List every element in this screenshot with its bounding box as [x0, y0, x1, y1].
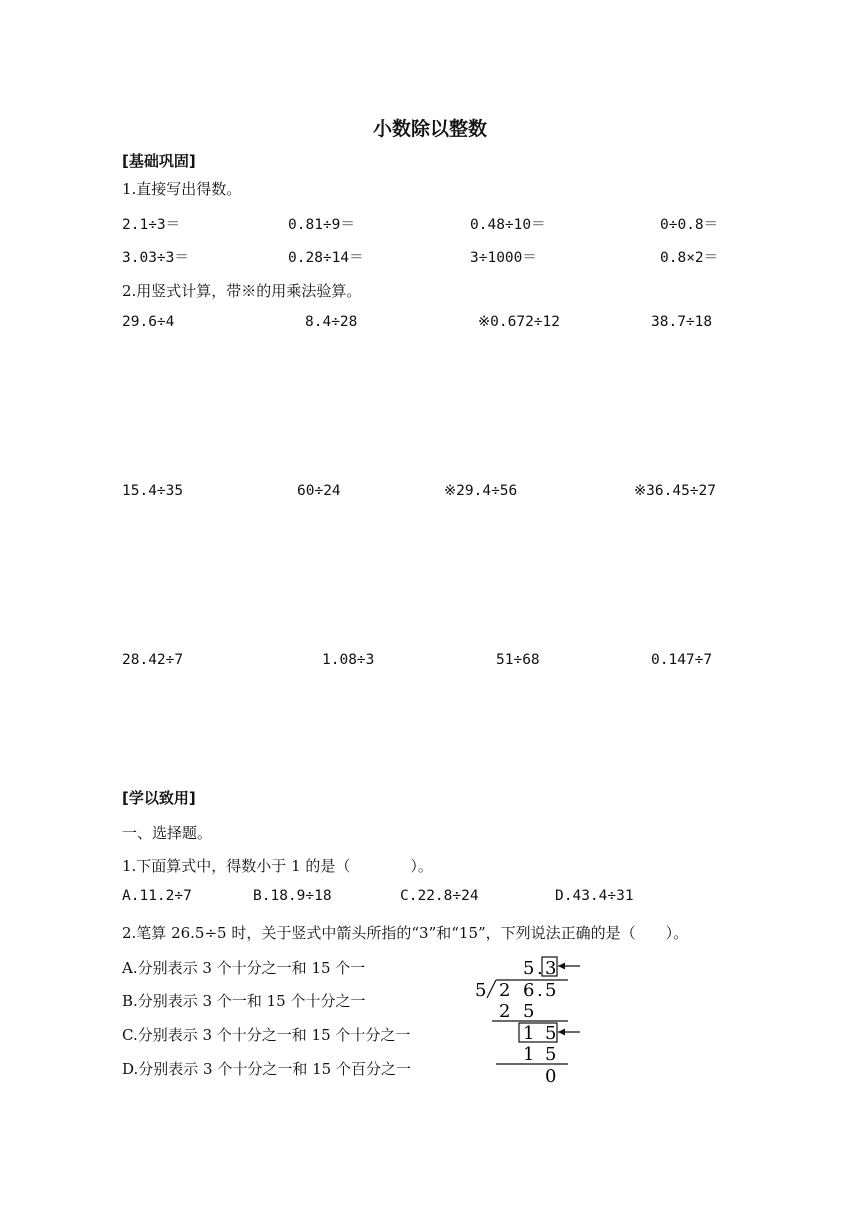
- q2-item: 28.42÷7: [122, 652, 184, 668]
- section-heading-basic: [基础巩固]: [122, 152, 196, 170]
- q2-item: ※36.45÷27: [634, 483, 716, 499]
- q2-item: 1.08÷3: [322, 652, 375, 668]
- mc2-option: A.分别表示 3 个十分之一和 15 个一: [122, 959, 366, 977]
- q2-item: 8.4÷28: [305, 314, 358, 330]
- q1-item: 3÷1000＝: [470, 250, 537, 266]
- q1-item: 3.03÷3＝: [122, 250, 189, 266]
- mc2-option: C.分别表示 3 个十分之一和 15 个十分之一: [122, 1026, 411, 1044]
- step-digit: 2: [499, 1001, 511, 1022]
- mc1-option: A.11.2÷7: [122, 888, 192, 904]
- q1-item: 0÷0.8＝: [660, 217, 719, 233]
- arrow-icon: [558, 963, 565, 970]
- quotient-digit-highlighted: 3: [545, 958, 557, 979]
- step-digit: 5: [545, 1044, 557, 1065]
- q1-item: 0.8×2＝: [660, 250, 719, 266]
- dividend-digit: 5: [545, 980, 557, 1001]
- mc2-option: D.分别表示 3 个十分之一和 15 个百分之一: [122, 1060, 411, 1078]
- quotient-digit: 5: [523, 958, 535, 979]
- q2-item: 60÷24: [297, 483, 341, 499]
- q2-item: 15.4÷35: [122, 483, 184, 499]
- page-title: 小数除以整数: [372, 118, 487, 140]
- step-digit: 5: [523, 1001, 535, 1022]
- q1-item: 0.81÷9＝: [288, 217, 355, 233]
- remainder-digit: 5: [545, 1023, 557, 1044]
- q1-item: 0.28÷14＝: [288, 250, 364, 266]
- mc1-question: 1.下面算式中，得数小于 1 的是（ ）。: [122, 857, 433, 875]
- quotient-point: .: [537, 958, 543, 979]
- q1-prompt: 1.直接写出得数。: [122, 180, 242, 198]
- q2-item: 0.147÷7: [651, 652, 713, 668]
- mc1-option: B.18.9÷18: [253, 888, 332, 904]
- mc1-option: C.22.8÷24: [400, 888, 479, 904]
- mc1-option: D.43.4÷31: [555, 888, 634, 904]
- q2-item: 51÷68: [496, 652, 540, 668]
- step-digit: 1: [523, 1044, 535, 1065]
- dividend-point: .: [537, 980, 543, 1001]
- division-bracket: [487, 980, 496, 998]
- mc2-question: 2.笔算 26.5÷5 时，关于竖式中箭头所指的“3”和“15”，下列说法正确的是（ ）。: [122, 924, 689, 942]
- part-label: 一、选择题。: [122, 824, 213, 842]
- q2-item: ※29.4÷56: [444, 483, 518, 499]
- q2-prompt: 2.用竖式计算，带※的用乘法验算。: [122, 282, 362, 300]
- final-remainder: 0: [545, 1066, 557, 1087]
- q2-item: ※0.672÷12: [478, 314, 560, 330]
- q2-item: 29.6÷4: [122, 314, 175, 330]
- remainder-digit: 1: [523, 1023, 535, 1044]
- long-division-figure: [470, 950, 590, 1090]
- dividend-digit: 2: [499, 980, 511, 1001]
- mc2-option: B.分别表示 3 个一和 15 个十分之一: [122, 992, 366, 1010]
- section-heading-apply: [学以致用]: [122, 789, 196, 807]
- q2-item: 38.7÷18: [651, 314, 713, 330]
- q1-item: 2.1÷3＝: [122, 217, 181, 233]
- dividend-digit: 6: [523, 980, 535, 1001]
- q1-item: 0.48÷10＝: [470, 217, 546, 233]
- divisor: 5: [475, 980, 487, 1001]
- arrow-icon: [558, 1029, 565, 1036]
